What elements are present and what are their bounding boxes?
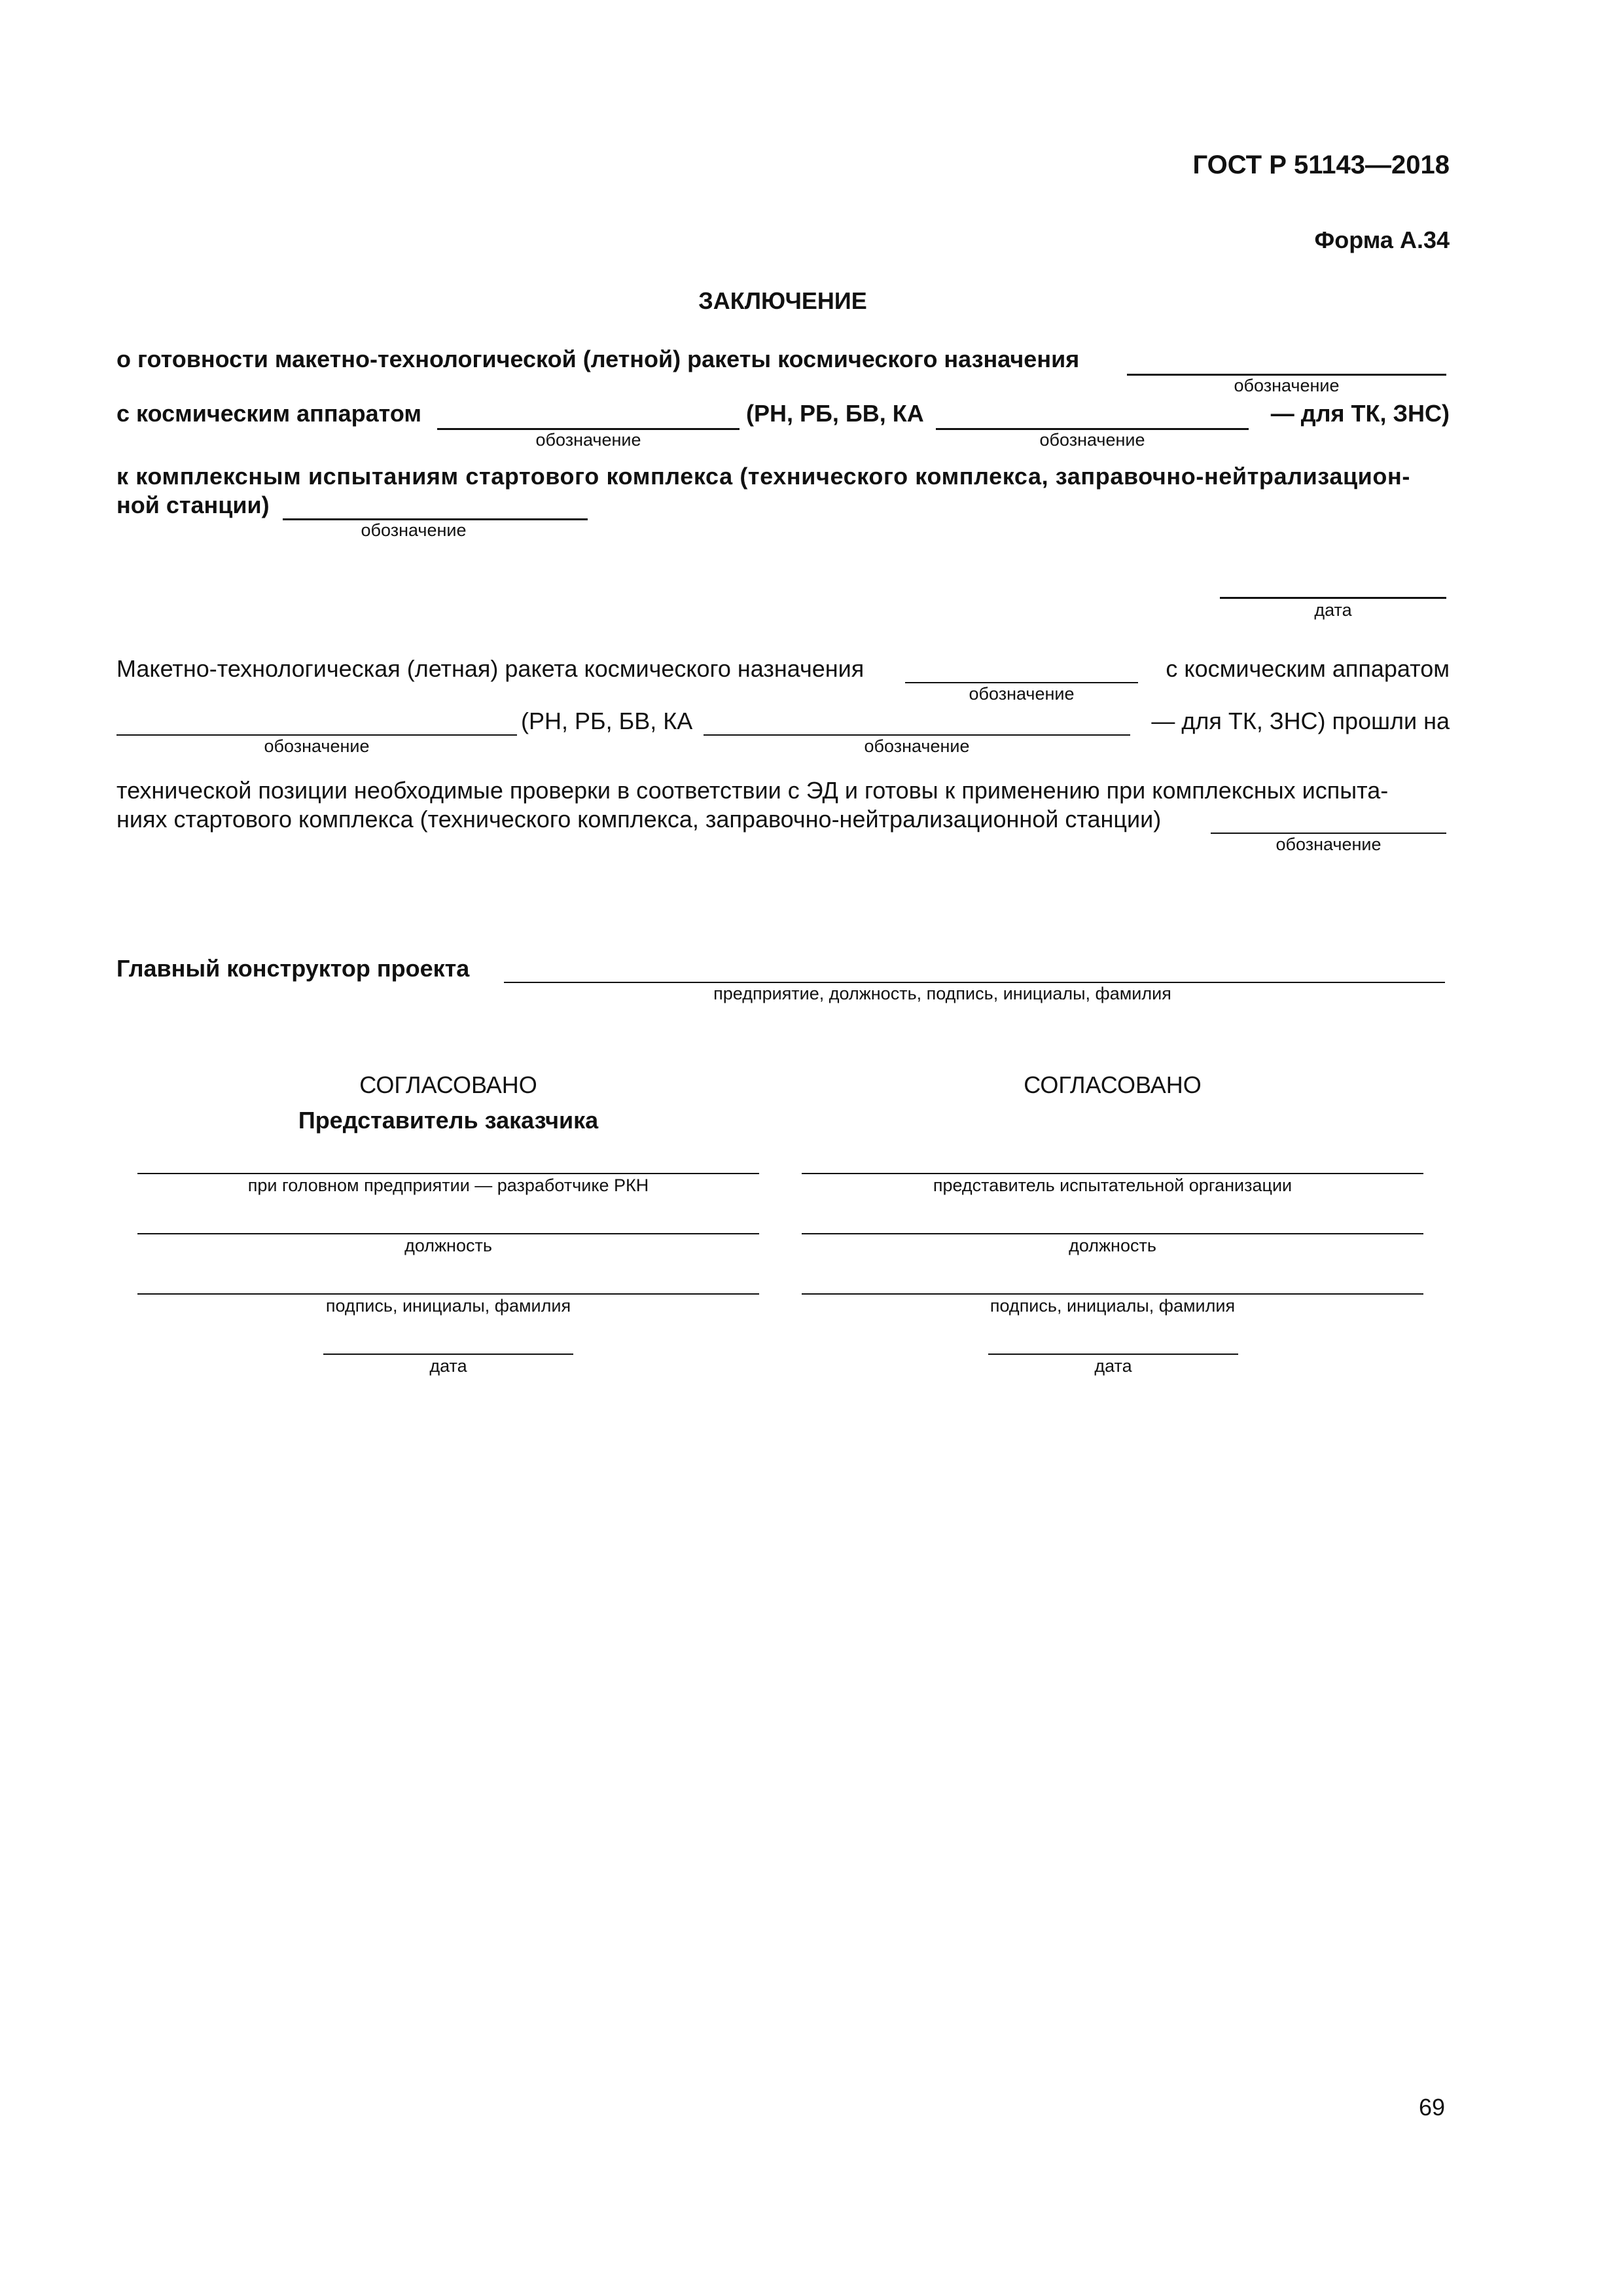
- body-complex-hint: обозначение: [1275, 834, 1382, 854]
- page-number: 69: [1418, 2094, 1445, 2121]
- left-customer-representative: Представитель заказчика: [298, 1107, 599, 1134]
- left-position-field[interactable]: [137, 1233, 759, 1234]
- rocket-designation-hint: обозначение: [1234, 376, 1340, 395]
- right-date-hint: дата: [1094, 1356, 1132, 1376]
- right-signature-field[interactable]: [802, 1293, 1423, 1295]
- body-line-2-c: — для ТК, ЗНС) прошли на: [1151, 708, 1450, 734]
- rn-designation-hint: обозначение: [1039, 430, 1145, 450]
- standard-number: ГОСТ Р 51143—2018: [1192, 151, 1450, 179]
- body-rocket-field[interactable]: [905, 682, 1138, 683]
- body-line-1-b: с космическим аппаратом: [1166, 655, 1450, 682]
- top-line-2-a: с космическим аппаратом: [116, 400, 421, 427]
- date-field[interactable]: [1220, 597, 1446, 599]
- body-spacecraft-field[interactable]: [116, 734, 517, 736]
- body-line-4: ниях стартового комплекса (технического комплекса, заправочно-нейтрализационной станции): [116, 806, 1162, 833]
- chief-designer-field[interactable]: [504, 982, 1445, 983]
- body-rn-hint: обозначение: [864, 736, 970, 756]
- top-line-2-c: — для ТК, ЗНС): [1270, 400, 1450, 427]
- spacecraft-designation-hint: обозначение: [535, 430, 641, 450]
- body-complex-field[interactable]: [1211, 833, 1446, 834]
- body-rn-field[interactable]: [704, 734, 1130, 736]
- body-rocket-hint: обозначение: [969, 684, 1075, 704]
- complex-designation-hint: обозначение: [361, 520, 467, 540]
- top-line-4: ной станции): [116, 492, 270, 518]
- right-position-hint: должность: [1069, 1236, 1156, 1255]
- right-approved-heading: СОГЛАСОВАНО: [1024, 1071, 1202, 1098]
- left-signature-field[interactable]: [137, 1293, 759, 1295]
- left-date-field[interactable]: [323, 1354, 573, 1355]
- right-position-field[interactable]: [802, 1233, 1423, 1234]
- body-line-1-a: Макетно-технологическая (летная) ракета космического назначения: [116, 655, 865, 682]
- left-organization-hint: при головном предприятии — разработчике РКН: [247, 1175, 649, 1195]
- left-signature-hint: подпись, инициалы, фамилия: [325, 1296, 571, 1316]
- chief-designer-label: Главный конструктор проекта: [116, 955, 470, 982]
- right-organization-field[interactable]: [802, 1173, 1423, 1174]
- form-number: Форма А.34: [1314, 226, 1450, 253]
- top-line-3: к комплексным испытаниям стартового комплекса (технического комплекса, заправочно-нейтрализацион-: [116, 463, 1410, 490]
- top-line-1: о готовности макетно-технологической (летной) ракеты космического назначения: [116, 346, 1080, 372]
- right-signature-hint: подпись, инициалы, фамилия: [990, 1296, 1236, 1316]
- body-line-2-b: (РН, РБ, БВ, КА: [521, 708, 693, 734]
- date-hint: дата: [1314, 600, 1352, 620]
- top-line-2-b: (РН, РБ, БВ, КА: [746, 400, 924, 427]
- right-organization-hint: представитель испытательной организации: [933, 1175, 1293, 1195]
- chief-designer-hint: предприятие, должность, подпись, инициалы, фамилия: [713, 984, 1171, 1003]
- left-organization-field[interactable]: [137, 1173, 759, 1174]
- left-date-hint: дата: [429, 1356, 467, 1376]
- body-line-3: технической позиции необходимые проверки в соответствии с ЭД и готовы к применению при комплексных испыта-: [116, 777, 1389, 804]
- body-spacecraft-hint: обозначение: [264, 736, 370, 756]
- document-title: ЗАКЛЮЧЕНИЕ: [698, 287, 867, 314]
- left-position-hint: должность: [404, 1236, 492, 1255]
- left-approved-heading: СОГЛАСОВАНО: [359, 1071, 537, 1098]
- right-date-field[interactable]: [988, 1354, 1238, 1355]
